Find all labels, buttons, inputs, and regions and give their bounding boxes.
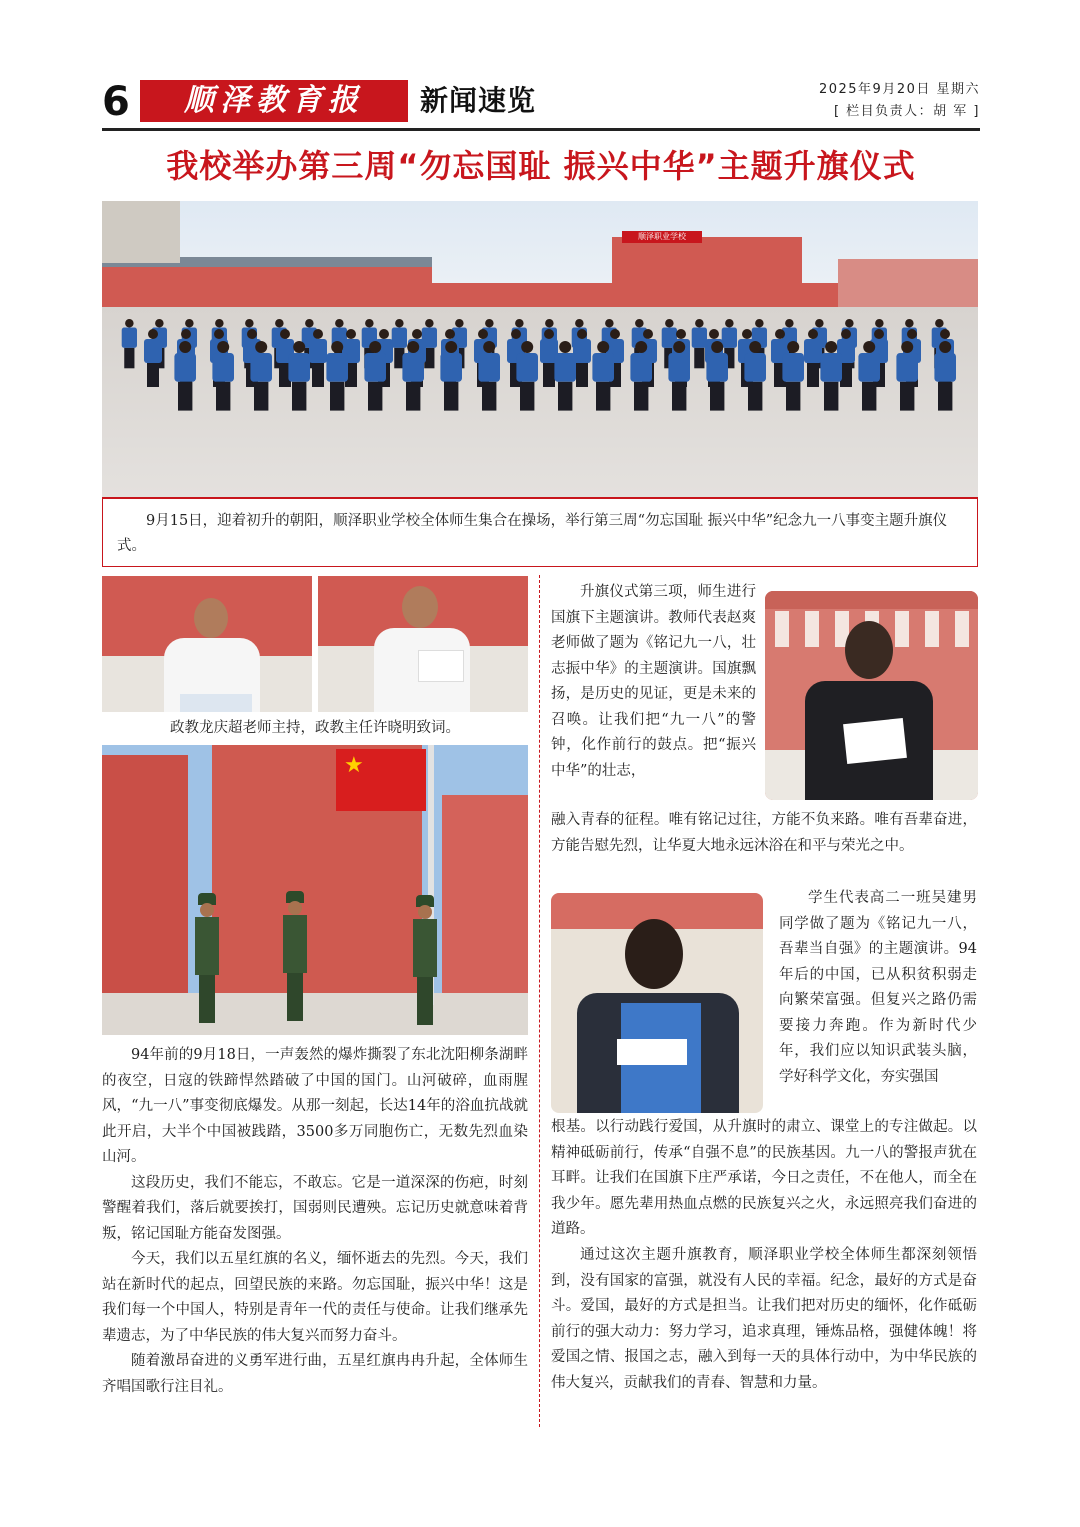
student-figure xyxy=(894,341,920,411)
student-figure xyxy=(172,341,198,411)
director-paper xyxy=(418,650,464,682)
student-figure xyxy=(476,341,502,411)
masthead-rule xyxy=(102,128,980,131)
flag-raising-photo xyxy=(102,745,528,1035)
student-figure xyxy=(120,319,139,368)
student-figure xyxy=(666,341,692,411)
student-figure xyxy=(142,329,164,387)
paragraph-history: 94年前的9月18日，一声轰然的爆炸撕裂了东北沈阳柳条湖畔的夜空，日寇的铁蹄悍然踏破了中国的国门。山河破碎，血雨腥风，“九一八”事变彻底爆发。从那一刻起，长达14年的浴血抗战就此开启，大半个中国被践踏，3500多万同胞伤亡，无数先烈血染山河。 xyxy=(102,1047,528,1165)
teacher-speaker-photo xyxy=(765,591,978,800)
student-speech-text-cont: 根基。以行动践行爱国，从升旗时的肃立、课堂上的专注做起。以精神砥砺前行，传承“自强不息”的民族基因。九一八的警报声犹在耳畔。让我们在国旗下庄严承诺，今日之责任，不在他人，而全在我少年。愿先辈用热血点燃的民族复兴之火，永远照亮我们奋进的道路。 xyxy=(551,1119,977,1237)
student-figure xyxy=(248,341,274,411)
page-number: 6 xyxy=(102,79,130,125)
honor-guard-left xyxy=(194,893,220,1023)
section-title: 新闻速览 xyxy=(420,84,537,117)
student-figure xyxy=(438,341,464,411)
student-figure xyxy=(742,341,768,411)
director-speech-photo xyxy=(318,576,528,712)
student-figure xyxy=(286,341,312,411)
left-article-text xyxy=(102,1043,528,1400)
photo-building-left xyxy=(102,263,432,313)
paragraph-anthem: 随着激昂奋进的义勇军进行曲，五星红旗冉冉升起，全体师生齐唱国歌行注目礼。 xyxy=(102,1353,528,1395)
student-figure xyxy=(628,341,654,411)
teacher-speech-text-cont: 融入青春的征程。唯有铭记过往，方能不负来路。唯有吾辈奋进，方能告慰先烈，让华夏大地永远沐浴在和平与荣光之中。 xyxy=(551,812,977,854)
student-figure xyxy=(818,341,844,411)
host-script xyxy=(180,694,252,712)
column-editor: [ 栏目负责人：胡 军 ] xyxy=(833,104,980,119)
paragraph-today: 今天，我们以五星红旗的名义，缅怀逝去的先烈。今天，我们站在新时代的起点，回望民族的来路。勿忘国耻，振兴中华！这是我们每一个中国人，特别是青年一代的责任与使命。让我们继承先辈遗志，为了中华民族的伟大复兴而努力奋斗。 xyxy=(102,1251,528,1344)
hero-caption: 9月15日，迎着初升的朝阳，顺泽职业学校全体师生集合在操场，举行第三周“勿忘国耻 振兴中华”纪念九一八事变主题升旗仪式。 xyxy=(102,497,978,567)
student-head xyxy=(625,919,683,989)
teacher-head xyxy=(845,621,893,679)
star-icon: ★ xyxy=(344,753,364,778)
paragraph-remember: 这段历史，我们不能忘，不敢忘。它是一道深深的伤疤，时刻警醒着我们，落后就要挨打，国弱则民遭殃。忘记历史就意味着背叛，铭记国耻方能奋发图强。 xyxy=(102,1174,528,1242)
student-figure xyxy=(400,341,426,411)
student-figure xyxy=(210,341,236,411)
student-speech-text: 学生代表高二一班吴建男同学做了题为《铭记九一八，吾辈当自强》的主题演讲。94年后的中国，已从积贫积弱走向繁荣富强。但复兴之路仍需要接力奔跑。作为新时代少年，我们应以知识武装头脑，学好科学文化，夯实强国 xyxy=(779,890,977,1085)
student-figure xyxy=(704,341,730,411)
conclusion-text: 通过这次主题升旗教育，顺泽职业学校全体师生都深刻领悟到，没有国家的富强，就没有人民的幸福。纪念，最好的方式是奋斗。爱国，最好的方式是担当。让我们把对历史的缅怀，化作砥砺前行的强大动力：努力学习，追求真理，锤炼品格，强健体魄！将爱国之情、报国之志，融入到每一天的具体行动中，为中华民族的伟大复兴，贡献我们的青春、智慧和力量。 xyxy=(551,1247,977,1391)
student-figure xyxy=(362,341,388,411)
student-speaker-photo xyxy=(551,893,763,1113)
student-figure xyxy=(514,341,540,411)
student-figure xyxy=(552,341,578,411)
masthead xyxy=(102,80,980,130)
photo-building-left xyxy=(102,755,188,995)
student-paper xyxy=(617,1039,687,1065)
host-photo-caption: 政教龙庆超老师主持，政教主任许晓明致词。 xyxy=(170,720,460,736)
photo-ground xyxy=(102,993,528,1035)
host-head xyxy=(194,598,228,638)
article-headline: 我校举办第三周“勿忘国耻 振兴中华”主题升旗仪式 xyxy=(166,147,916,185)
student-figure xyxy=(324,341,350,411)
column-divider xyxy=(539,575,540,1427)
photo-building-top xyxy=(765,591,978,609)
teacher-speech-text: 升旗仪式第三项，师生进行国旗下主题演讲。教师代表赵爽老师做了题为《铭记九一八，壮志振中华》的主题演讲。国旗飘扬，是历史的见证，更是未来的召唤。让我们把“九一八”的警钟，化作前行的鼓点。把“振兴中华”的壮志， xyxy=(551,584,756,779)
issue-date: 2025年9月20日 星期六 xyxy=(818,82,980,97)
school-sign: 顺泽职业学校 xyxy=(622,231,702,243)
national-flag xyxy=(336,749,426,811)
director-head xyxy=(402,586,438,628)
student-figure xyxy=(932,341,958,411)
student-figure xyxy=(590,341,616,411)
student-figure xyxy=(856,341,882,411)
photo-building-right xyxy=(442,795,528,995)
honor-guard-right xyxy=(412,895,438,1025)
honor-guard-center xyxy=(282,891,308,1021)
student-figure xyxy=(780,341,806,411)
hero-photo-flag-ceremony-assembly xyxy=(102,201,978,497)
teacher-paper xyxy=(843,718,907,764)
newspaper-logo: 顺泽教育报 xyxy=(140,80,408,122)
host-teacher-photo xyxy=(102,576,312,712)
photo-tall-building xyxy=(102,201,180,263)
